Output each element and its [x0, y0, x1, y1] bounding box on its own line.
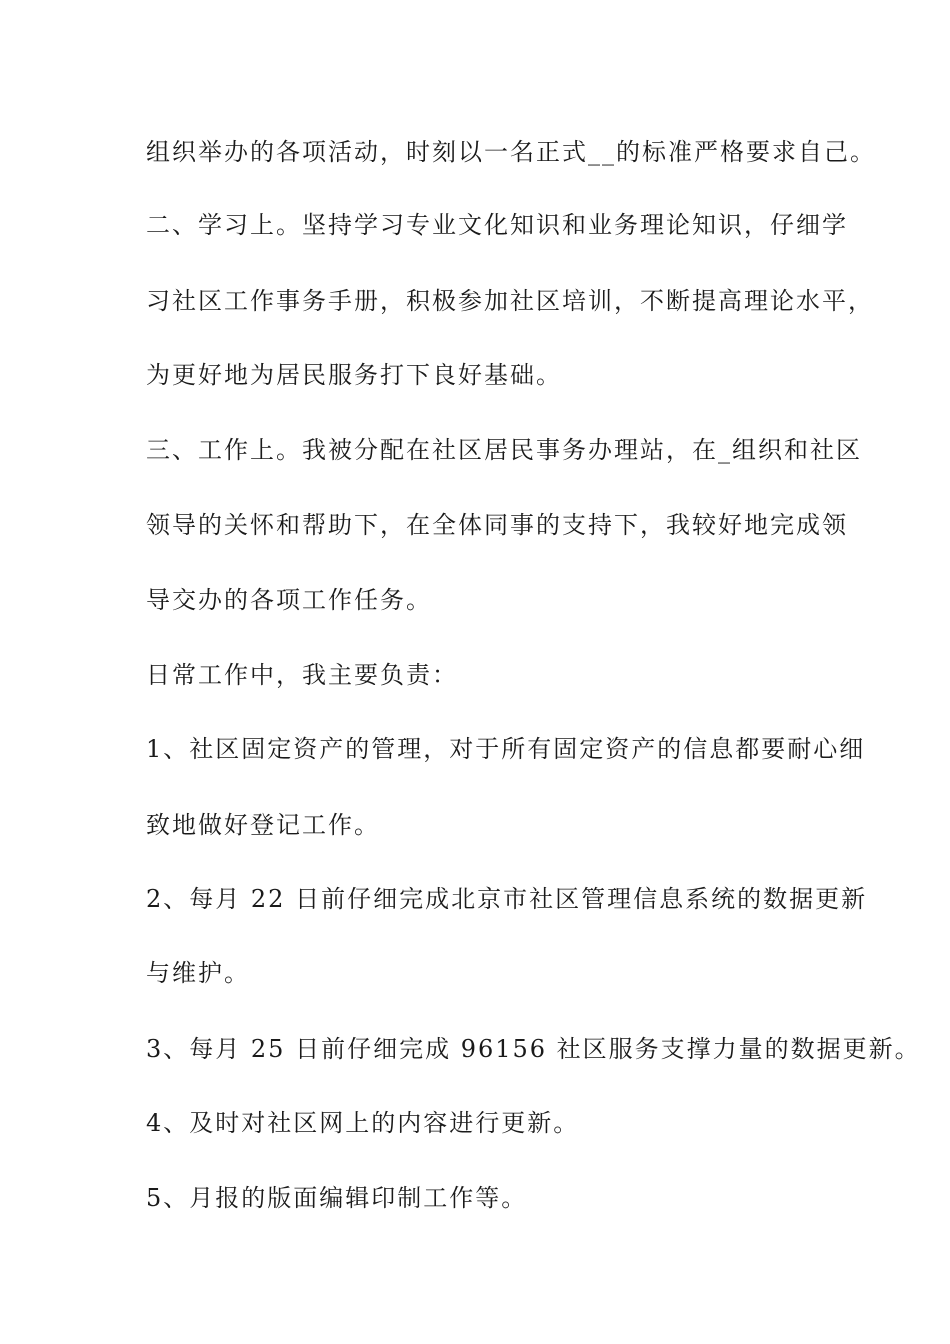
text-line: 习社区工作事务手册，积极参加社区培训，不断提高理论水平，	[146, 287, 874, 315]
list-item: 3、每月 25 日前仔细完成 96156 社区服务支撑力量的数据更新。	[146, 1035, 921, 1063]
text-line: 组织举办的各项活动，时刻以一名正式__的标准严格要求自己。	[146, 138, 876, 166]
list-item: 1、社区固定资产的管理，对于所有固定资产的信息都要耐心细	[146, 735, 866, 763]
section-heading-study: 二、学习上。坚持学习专业文化知识和业务理论知识，仔细学	[146, 211, 848, 239]
text-line: 为更好地为居民服务打下良好基础。	[146, 361, 562, 389]
text-line: 领导的关怀和帮助下，在全体同事的支持下，我较好地完成领	[146, 511, 848, 539]
text-line: 致地做好登记工作。	[146, 811, 380, 839]
text-line: 日常工作中，我主要负责：	[146, 661, 458, 689]
list-item: 5、月报的版面编辑印制工作等。	[146, 1184, 528, 1212]
list-item: 2、每月 22 日前仔细完成北京市社区管理信息系统的数据更新	[146, 885, 868, 913]
list-item: 4、及时对社区网上的内容进行更新。	[146, 1109, 580, 1137]
section-heading-work: 三、工作上。我被分配在社区居民事务办理站，在_组织和社区	[146, 436, 862, 464]
text-line: 与维护。	[146, 959, 250, 987]
text-line: 导交办的各项工作任务。	[146, 586, 432, 614]
